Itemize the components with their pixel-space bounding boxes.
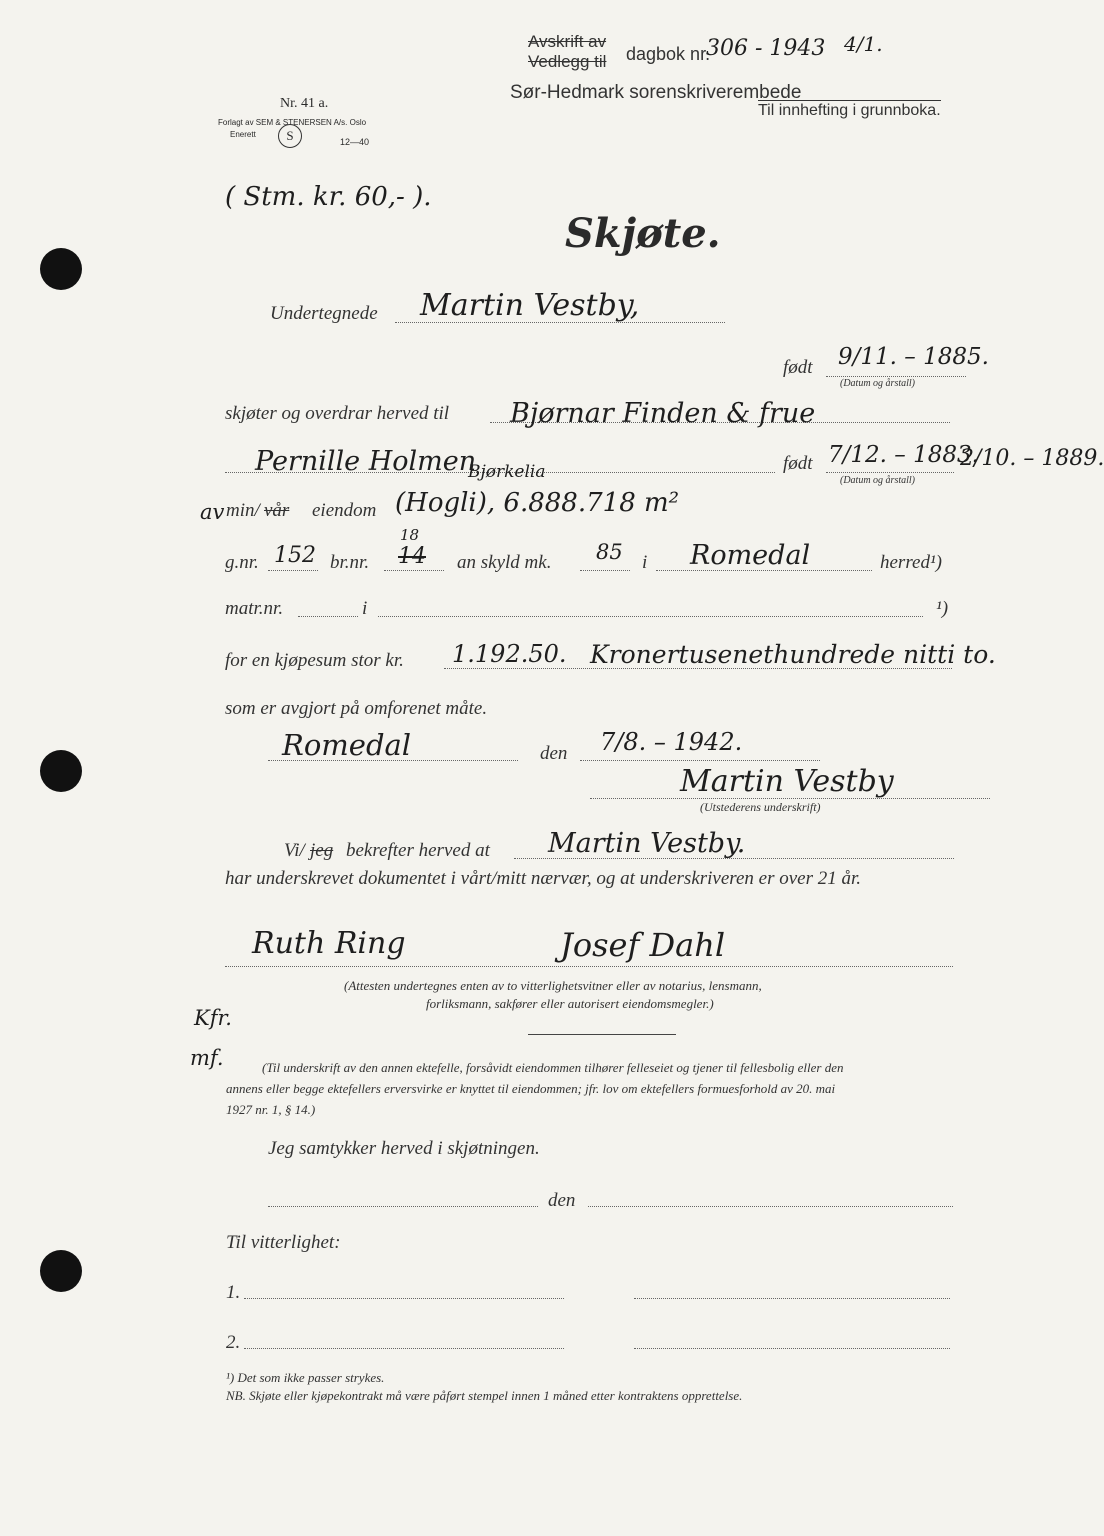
kjopesum-label: for en kjøpesum stor kr. <box>225 650 404 671</box>
property: (Hogli), 6.888.718 m² <box>395 488 680 518</box>
spouse-note-line2: annens eller begge ektefellers erversvirke er knyttet til eiendommen; jfr. lov om ektefellers formuesforhold av 20. mai <box>226 1081 836 1096</box>
property-insert: Bjørkelia <box>468 462 546 482</box>
seller-born-label: født <box>783 357 813 378</box>
witness-note-line2: forliksmann, sakfører eller autorisert eiendomsmegler.) <box>426 996 714 1011</box>
buyer-born: 7/12. – 1883. <box>828 442 979 468</box>
witness2-signature: Josef Dahl <box>560 926 726 964</box>
seller-signature: Martin Vestby <box>680 764 894 799</box>
spouse-note-line3: 1927 nr. 1, § 14.) <box>226 1102 316 1117</box>
punch-hole-bottom <box>40 1250 82 1292</box>
av-prefix: av <box>200 500 225 524</box>
punch-hole-top <box>40 248 82 290</box>
stamp-note: ( Stm. kr. 60,- ). <box>225 182 432 212</box>
matr-i: i <box>362 598 368 619</box>
matr-label: matr.nr. <box>225 598 284 619</box>
skjoter-label: skjøter og overdrar herved til <box>225 403 450 424</box>
seller-name: Martin Vestby, <box>420 288 640 323</box>
witness-statement: har underskrevet dokumentet i vårt/mitt nærvær, og at underskriveren er over 21 år. <box>225 868 862 889</box>
witness-row-2: 2. <box>226 1332 241 1353</box>
buyer2-born: 2/10. – 1889. <box>960 446 1104 471</box>
skyld-value: 85 <box>596 540 623 564</box>
divider <box>528 1034 676 1035</box>
undertegnede-label: Undertegnede <box>270 303 378 324</box>
herred-label: herred¹) <box>880 552 942 573</box>
signature-label: (Utstederens underskrift) <box>700 800 821 814</box>
brnr-new: 18 <box>400 526 420 544</box>
vitterlighet-label: Til vitterlighet: <box>226 1232 341 1253</box>
header-office: Sør-Hedmark sorenskriverembede <box>510 82 802 103</box>
witness1-signature: Ruth Ring <box>252 926 406 961</box>
date-value: 7/8. – 1942. <box>600 728 743 756</box>
var-label: vår <box>264 500 290 521</box>
margin-note-kfr: Kfr. <box>194 1006 232 1030</box>
kjopesum-value: 1.192.50. <box>452 640 567 668</box>
header-dagbok-date: 4/1. <box>844 32 883 56</box>
header-avskrift: Avskrift av <box>528 32 607 51</box>
bekrefter-label: bekrefter herved at <box>346 840 490 861</box>
page-title: Skjøte. <box>565 210 721 257</box>
witness-row-1: 1. <box>226 1282 241 1303</box>
publisher-enerett: Enerett <box>230 130 256 139</box>
footnote-nb: NB. Skjøte eller kjøpekontrakt må være påført stempel innen 1 måned etter kontraktens opprettelse. <box>226 1388 743 1403</box>
publisher-code: 12—40 <box>340 137 370 147</box>
min-label: min/ <box>226 500 260 521</box>
footnote-1: ¹) Det som ikke passer strykes. <box>226 1370 385 1385</box>
gnr-label: g.nr. <box>225 552 259 573</box>
punch-hole-middle <box>40 750 82 792</box>
buyer-line1: Bjørnar Finden & frue <box>510 398 816 429</box>
place: Romedal <box>282 728 412 762</box>
herred-value: Romedal <box>690 540 811 571</box>
buyer-line2: Pernille Holmen <box>255 446 477 477</box>
jeg-label: jeg <box>310 840 334 861</box>
margin-note-mf: mf. <box>190 1046 224 1070</box>
buyer-born-hint: (Datum og årstall) <box>840 475 915 486</box>
header-vedlegg: Vedlegg til <box>528 52 607 71</box>
consent-date-label: den <box>548 1190 576 1211</box>
gnr-value: 152 <box>274 543 316 568</box>
header-dagbok-number: 306 - 1943 <box>706 36 826 61</box>
eiendom-label: eiendom <box>312 500 377 521</box>
form-number: Nr. 41 a. <box>280 96 329 111</box>
consent-text: Jeg samtykker herved i skjøtningen. <box>268 1138 540 1159</box>
avgjort-text: som er avgjort på omforenet måte. <box>225 698 488 719</box>
header-dagbok: dagbok nr. <box>626 44 711 64</box>
spouse-note-line1: (Til underskrift av den annen ektefelle, forsåvidt eiendommen tilhører felleseiet og tjener til fellesbolig eller den <box>262 1060 844 1075</box>
witnessed-name: Martin Vestby. <box>548 828 746 859</box>
publisher-line: Forlagt av SEM & STENERSEN A/s. Oslo <box>218 118 367 127</box>
publisher-logo-icon: S <box>278 124 302 148</box>
skyld-i: i <box>642 552 648 573</box>
brnr-label: br.nr. <box>330 552 370 573</box>
seller-born: 9/11. – 1885. <box>838 344 989 370</box>
matr-note: ¹) <box>936 598 949 619</box>
skyld-label: an skyld mk. <box>457 552 552 573</box>
witness-note-line1: (Attesten undertegnes enten av to vitterlighetsvitner eller av notarius, lensmann, <box>344 978 762 993</box>
date-label: den <box>540 743 568 764</box>
vi-label: Vi/ <box>284 840 305 861</box>
buyer-born-label: født <box>783 453 813 474</box>
brnr-old: 14 <box>398 544 426 569</box>
seller-born-hint: (Datum og årstall) <box>840 378 915 389</box>
header-innhefting: Til innhefting i grunnboka. <box>758 102 941 119</box>
kjopesum-words: Kronertusenethundrede nitti to. <box>590 640 996 669</box>
